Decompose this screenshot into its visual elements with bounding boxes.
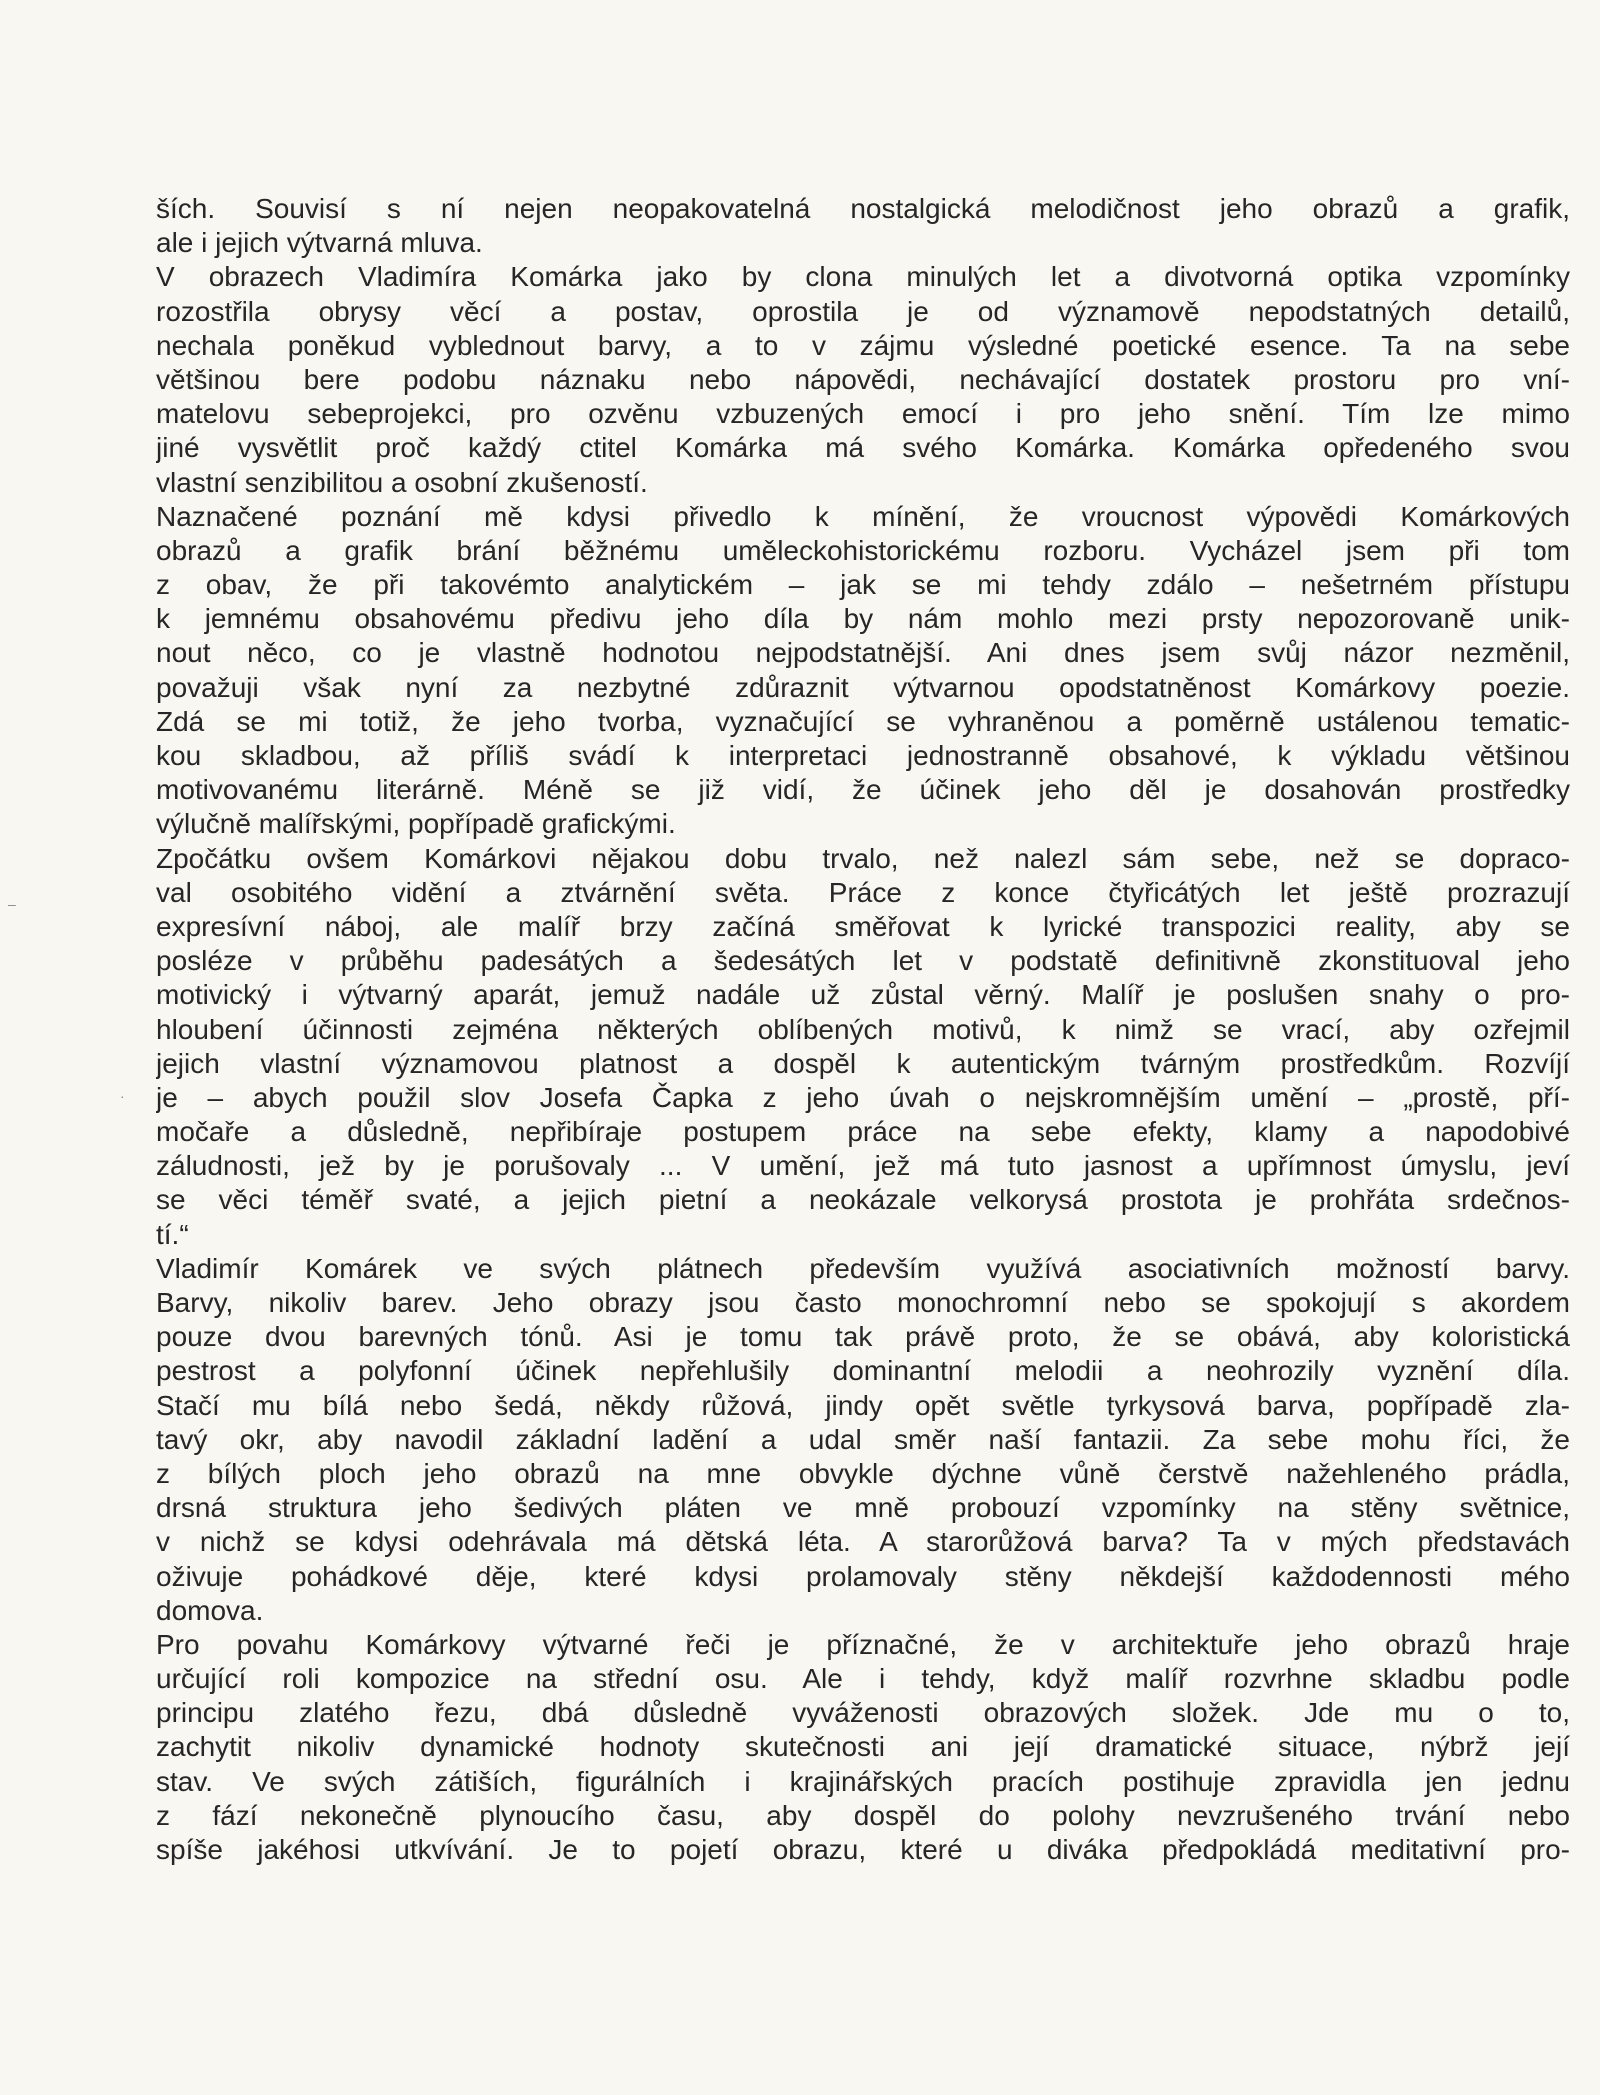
paragraph — [156, 500, 1570, 842]
text-line: principu zlatého řezu, dbá důsledně vyváženosti obrazových složek. Jde mu o to, — [156, 1697, 1570, 1729]
text-line: nout něco, co je vlastně hodnotou nejpodstatnější. Ani dnes jsem svůj názor nezměnil, — [156, 637, 1570, 669]
text-line: Zpočátku ovšem Komárkovi nějakou dobu trvalo, než nalezl sám sebe, než se dopraco- — [156, 842, 1570, 874]
text-line: výlučně malířskými, popřípadě grafickými. — [156, 808, 676, 840]
paragraph — [156, 1252, 1570, 1628]
text-line: posléze v průběhu padesátých a šedesátých let v podstatě definitivně zkonstituoval jeho — [156, 945, 1570, 977]
text-line: tí.“ — [156, 1218, 189, 1250]
scan-mark: · — [120, 1088, 125, 1104]
text-line: motivický i výtvarný aparát, jemuž nadále už zůstal věrný. Malíř je poslušen snahy o pro- — [156, 979, 1570, 1011]
text-line: z bílých ploch jeho obrazů na mne obvykle dýchne vůně čerstvě nažehleného prádla, — [156, 1457, 1570, 1489]
text-line: tavý okr, aby navodil základní ladění a udal směr naší fantazii. Za sebe mohu říci, že — [156, 1423, 1570, 1455]
text-line: obrazů a grafik brání běžnému uměleckohistorickému rozboru. Vycházel jsem při tom — [156, 534, 1570, 566]
text-line: zachytit nikoliv dynamické hodnoty skutečnosti ani její dramatické situace, nýbrž její — [156, 1731, 1570, 1763]
text-line: ších. Souvisí s ní nejen neopakovatelná nostalgická melodičnost jeho obrazů a grafik, — [156, 193, 1570, 224]
scan-mark: – — [8, 896, 16, 912]
text-line: určující roli kompozice na střední osu. Ale i tehdy, když malíř rozvrhne skladbu podle — [156, 1663, 1570, 1695]
text-line: oživuje pohádkové děje, které kdysi prolamovaly stěny někdejší každodennosti mého — [156, 1560, 1570, 1592]
text-line: v nichž se kdysi odehrávala má dětská léta. A starorůžová barva? Ta v mých představách — [156, 1526, 1570, 1558]
text-line: pestrost a polyfonní účinek nepřehlušily dominantní melodii a neohrozily vyznění díla. — [156, 1355, 1570, 1387]
text-line: spíše jakéhosi utkvívání. Je to pojetí obrazu, které u diváka předpokládá meditativní pro- — [156, 1834, 1570, 1865]
text-line: stav. Ve svých zátiších, figurálních i krajinářských pracích postihuje zpravidla jen jednu — [156, 1765, 1570, 1797]
text-line: hloubení účinnosti zejména některých oblíbených motivů, k nimž se vrací, aby ozřejmil — [156, 1013, 1570, 1045]
text-line: z obav, že při takovémto analytickém – jak se mi tehdy zdálo – nešetrném přístupu — [156, 569, 1570, 601]
paragraph — [156, 842, 1570, 1252]
text-line: považuji však nyní za nezbytné zdůraznit výtvarnou opodstatněnost Komárkovy poezie. — [156, 671, 1570, 703]
text-line: záludnosti, jež by je porušovaly ... V umění, jež má tuto jasnost a upřímnost úmyslu, jeví — [156, 1150, 1570, 1182]
text-line: k jemnému obsahovému předivu jeho díla by nám mohlo mezi prsty nepozorovaně unik- — [156, 603, 1570, 635]
paragraph — [156, 260, 1570, 499]
text-line: domova. — [156, 1594, 264, 1626]
text-line: Zdá se mi totiž, že jeho tvorba, vyznačující se vyhraněnou a poměrně ustálenou tematic- — [156, 705, 1570, 737]
text-line: Stačí mu bílá nebo šedá, někdy růžová, jindy opět světle tyrkysová barva, popřípadě zla- — [156, 1389, 1570, 1421]
text-line: matelovu sebeprojekci, pro ozvěnu vzbuzených emocí i pro jeho snění. Tím lze mimo — [156, 398, 1570, 430]
text-line: val osobitého vidění a ztvárnění světa. Práce z konce čtyřicátých let ještě prozrazují — [156, 876, 1570, 908]
text-line: V obrazech Vladimíra Komárka jako by clona minulých let a divotvorná optika vzpomínky — [156, 261, 1570, 293]
text-line: vlastní senzibilitou a osobní zkušeností. — [156, 466, 648, 498]
text-line: pouze dvou barevných tónů. Asi je tomu tak právě proto, že se obává, aby koloristická — [156, 1321, 1570, 1353]
text-line: drsná struktura jeho šedivých pláten ve mně probouzí vzpomínky na stěny světnice, — [156, 1492, 1570, 1524]
text-line: Naznačené poznání mě kdysi přivedlo k mínění, že vroucnost výpovědi Komárkových — [156, 500, 1570, 532]
paragraph — [156, 1628, 1570, 1867]
text-line: jejich vlastní významovou platnost a dospěl k autentickým tvárným prostředkům. Rozvíjí — [156, 1047, 1570, 1079]
text-line: se věci téměř svaté, a jejich pietní a neokázale velkorysá prostota je prohřáta srdečnos- — [156, 1184, 1570, 1216]
text-line: nechala poněkud vyblednout barvy, a to v zájmu výsledné poetické esence. Ta na sebe — [156, 329, 1570, 361]
text-line: Barvy, nikoliv barev. Jeho obrazy jsou často monochromní nebo se spokojují s akordem — [156, 1287, 1570, 1318]
document-body — [156, 192, 1570, 1867]
text-line: je – abych použil slov Josefa Čapka z jeho úvah o nejskromnějším umění – „prostě, pří- — [156, 1081, 1570, 1113]
text-line: rozostřila obrysy věcí a postav, oprostila je od významově nepodstatných detailů, — [156, 295, 1570, 327]
text-line: Vladimír Komárek ve svých plátnech především využívá asociativních možností barvy. — [156, 1252, 1570, 1284]
text-line: expresívní náboj, ale malíř brzy začíná směřovat k lyrické transpozici reality, aby se — [156, 910, 1570, 942]
text-line: ale i jejich výtvarná mluva. — [156, 227, 483, 259]
paragraph — [156, 192, 1570, 260]
text-line: močaře a důsledně, nepřibíraje postupem práce na sebe efekty, klamy a napodobivé — [156, 1116, 1570, 1148]
text-line: Pro povahu Komárkovy výtvarné řeči je příznačné, že v architektuře jeho obrazů hraje — [156, 1628, 1570, 1660]
text-line: jiné vysvětlit proč každý ctitel Komárka má svého Komárka. Komárka opředeného svou — [156, 432, 1570, 464]
text-line: většinou bere podobu náznaku nebo nápovědi, nechávající dostatek prostoru pro vní- — [156, 363, 1570, 395]
text-line: kou skladbou, až příliš svádí k interpretaci jednostranně obsahové, k výkladu většinou — [156, 740, 1570, 771]
text-line: z fází nekonečně plynoucího času, aby dospěl do polohy nevzrušeného trvání nebo — [156, 1799, 1570, 1831]
text-line: motivovanému literárně. Méně se již vidí, že účinek jeho děl je dosahován prostředky — [156, 774, 1570, 806]
